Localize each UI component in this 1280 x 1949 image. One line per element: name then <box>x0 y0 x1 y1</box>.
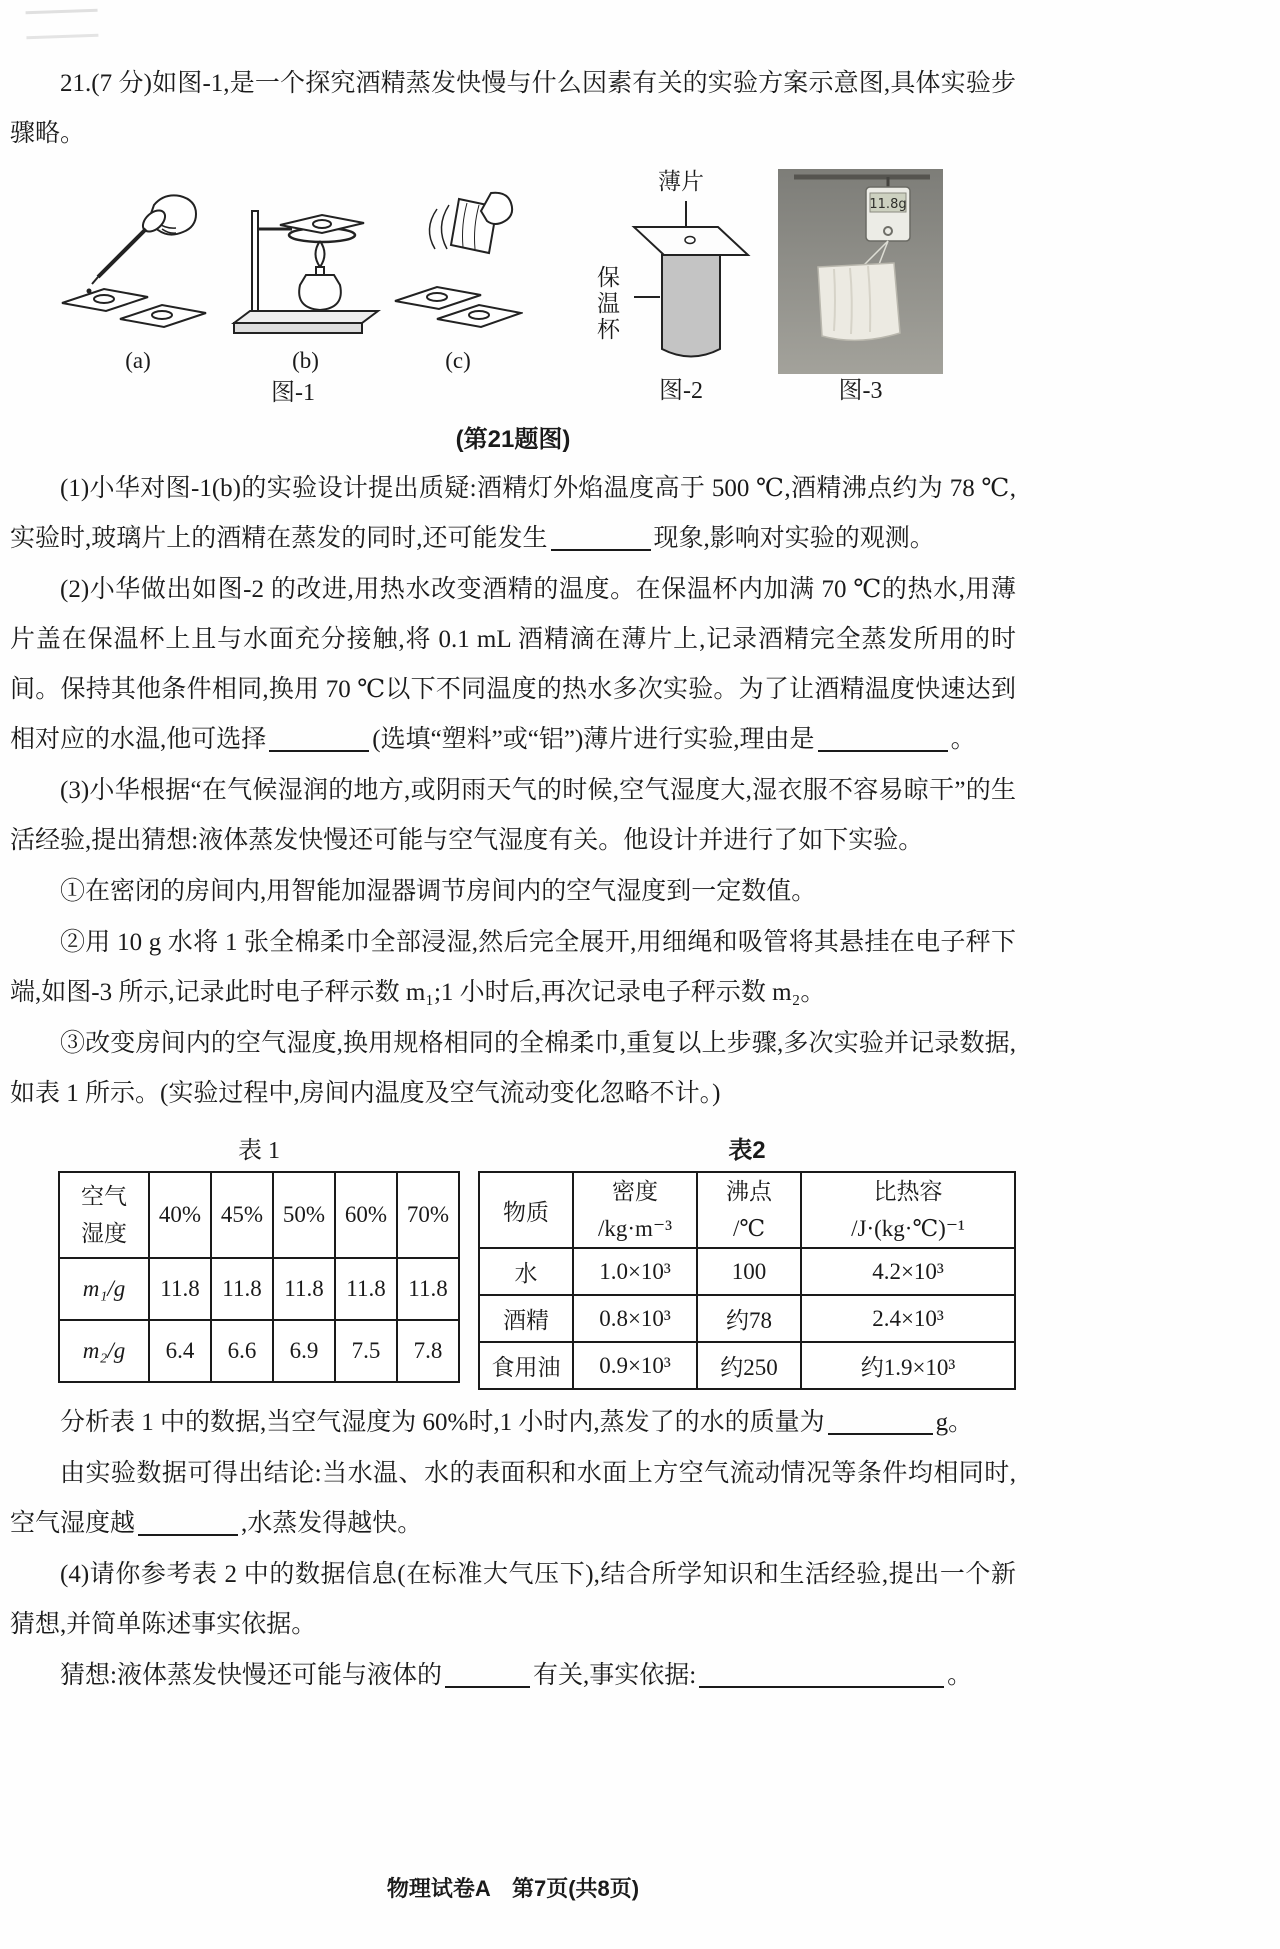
guess-text-pre: 猜想:液体蒸发快慢还可能与液体的 <box>60 1662 442 1689</box>
figure-3-group <box>778 169 943 408</box>
header-line: 沸点 <box>726 1179 772 1204</box>
table-cell: 7.5 <box>335 1320 397 1382</box>
answer-blank-4 <box>828 1410 933 1435</box>
table-cell: 2.4×10³ <box>801 1295 1015 1342</box>
thin-sheet-label: 薄片 <box>658 169 704 194</box>
question-part1 <box>10 464 1016 564</box>
table-header-substance: 物质 <box>479 1172 573 1248</box>
table-cell: 6.9 <box>273 1320 335 1382</box>
table-cell: 约78 <box>697 1295 801 1342</box>
figure-1-row <box>58 191 528 376</box>
figure-1c <box>393 191 523 376</box>
figure-3-photo <box>778 169 943 374</box>
table-row <box>479 1295 1015 1342</box>
answer-blank-6 <box>445 1663 530 1688</box>
table-cell: 0.9×10³ <box>573 1342 697 1389</box>
corner-line-1: 空气 <box>81 1184 127 1209</box>
fanning-hand-illustration <box>393 191 523 341</box>
table-cell: 11.8 <box>211 1258 273 1320</box>
table-1-title: 表 1 <box>238 1138 280 1164</box>
header-line: /J·(kg·℃)⁻¹ <box>851 1216 965 1241</box>
table-cell: 60% <box>335 1172 397 1258</box>
table-row <box>59 1172 459 1258</box>
data-tables-block <box>10 1131 1016 1390</box>
table-2-wrapper <box>478 1131 1016 1390</box>
table-row <box>59 1258 459 1320</box>
figure-3-label: 图-3 <box>838 378 883 404</box>
part3-step-1: ①在密闭的房间内,用智能加湿器调节房间内的空气湿度到一定数值。 <box>60 878 817 905</box>
scan-artifact <box>26 9 99 39</box>
table-1-wrapper <box>58 1131 460 1390</box>
table-row <box>479 1342 1015 1389</box>
scale-reading: 11.8g <box>869 197 907 212</box>
table-cell: 食用油 <box>479 1342 573 1389</box>
analysis1-text-post: g。 <box>935 1409 974 1436</box>
question-part4: (4)请你参考表 2 中的数据信息(在标准大气压下),结合所学知识和生活经验,提出一个新猜想,并简单陈述事实依据。 <box>10 1561 1016 1638</box>
table-row <box>479 1248 1015 1295</box>
question-figure-caption: (第21题图) <box>455 426 571 453</box>
table-cell: 11.8 <box>397 1258 459 1320</box>
table-cell: 6.4 <box>149 1320 211 1382</box>
header-line: 比热容 <box>873 1179 943 1204</box>
question-part3: (3)小华根据“在气候湿润的地方,或阴雨天气的时候,空气湿度大,湿衣服不容易晾干”的生活经验,提出猜想:液体蒸发快慢还可能与空气湿度有关。他设计并进行了如下实验。 <box>10 777 1016 854</box>
table-row <box>479 1172 1015 1248</box>
figure-1-label: 图-1 <box>271 380 315 406</box>
answer-blank-2 <box>269 727 369 752</box>
header-line: /℃ <box>732 1216 766 1241</box>
table-cell: 7.8 <box>397 1320 459 1382</box>
table-cell: 40% <box>149 1172 211 1258</box>
table-cell: 水 <box>479 1248 573 1295</box>
table-header-specific-heat <box>801 1172 1015 1248</box>
table-2-title: 表2 <box>728 1137 766 1164</box>
dropper-slides-illustration <box>58 191 218 341</box>
table-header-boiling-point <box>697 1172 801 1248</box>
table-cell: 0.8×10³ <box>573 1295 697 1342</box>
table-cell: 约250 <box>697 1342 801 1389</box>
table-cell: 11.8 <box>273 1258 335 1320</box>
page-footer: 物理试卷A 第7页(共8页) <box>386 1876 640 1901</box>
guess-text-mid: 有关,事实依据: <box>532 1662 697 1689</box>
table-cell: 1.0×10³ <box>573 1248 697 1295</box>
figure-2-group <box>586 169 776 408</box>
answer-blank-7 <box>699 1663 944 1688</box>
table-cell: 100 <box>697 1248 801 1295</box>
analysis-1 <box>10 1398 1016 1448</box>
hanging-scale-photo <box>778 169 943 374</box>
part3-step-3: ③改变房间内的空气湿度,换用规格相同的全棉柔巾,重复以上步骤,多次实验并记录数据,如表 1 所示。(实验过程中,房间内温度及空气流动变化忽略不计。) <box>10 1030 1016 1107</box>
table-corner-cell <box>59 1172 149 1258</box>
analysis1-text-pre: 分析表 1 中的数据,当空气湿度为 60%时,1 小时内,蒸发了的水的质量为 <box>60 1409 825 1436</box>
insulated-cup-label: 保温杯 <box>594 265 619 343</box>
figure-1b <box>228 191 383 376</box>
figure-1b-caption: (b) <box>292 348 319 373</box>
part2-text-pre: (2)小华做出如图-2 的改进,用热水改变酒精的温度。在保温杯内加满 70 ℃的热水,用薄片盖在保温杯上且与水面充分接触,将 0.1 mL 酒精滴在薄片上,记录酒精完全蒸发所用的时间。保持其他条件相同,换用 70 ℃以下不同温度的热水多次实验。为了让酒精温度快速达到相对应的水温,他可选择 <box>10 576 1016 753</box>
guess-text-post: 。 <box>947 1662 973 1689</box>
analysis2-text-pre: 由实验数据可得出结论:当水温、水的表面积和水面上方空气流动情况等条件均相同时,空气湿度越 <box>10 1460 1016 1537</box>
table-cell: 约1.9×10³ <box>801 1342 1015 1389</box>
figures-block <box>10 169 1016 415</box>
table-cell: 酒精 <box>479 1295 573 1342</box>
question-21-intro: 21.(7 分)如图-1,是一个探究酒精蒸发快慢与什么因素有关的实验方案示意图,具体实验步骤略。 <box>10 70 1016 147</box>
answer-blank-1 <box>551 526 651 551</box>
header-line: /kg·m⁻³ <box>598 1216 672 1241</box>
part4-guess <box>10 1651 1016 1701</box>
answer-blank-5 <box>138 1511 238 1536</box>
table-2 <box>478 1171 1016 1390</box>
analysis-2 <box>10 1449 1016 1549</box>
row-label-m1: m₁/g <box>59 1258 149 1320</box>
analysis2-text-post: ,水蒸发得越快。 <box>241 1510 423 1537</box>
part2-text-mid: (选填“塑料”或“铝”)薄片进行实验,理由是 <box>372 726 815 753</box>
figure-1-group <box>58 191 528 410</box>
question-part2 <box>10 565 1016 765</box>
table-row <box>59 1320 459 1382</box>
table-cell: 70% <box>397 1172 459 1258</box>
table-cell: 50% <box>273 1172 335 1258</box>
answer-blank-3 <box>818 727 948 752</box>
table-1 <box>58 1171 460 1383</box>
page-content <box>10 58 1016 1702</box>
figure-2-label: 图-2 <box>659 378 703 404</box>
table-cell: 11.8 <box>149 1258 211 1320</box>
figure-1a <box>58 191 218 376</box>
corner-line-2: 湿度 <box>81 1221 127 1246</box>
alcohol-lamp-stand-illustration <box>228 191 383 341</box>
part2-text-post: 。 <box>950 726 976 753</box>
part3-step-2: ②用 10 g 水将 1 张全棉柔巾全部浸湿,然后完全展开,用细绳和吸管将其悬挂在电子秤下端,如图-3 所示,记录此时电子秤示数 m₁;1 小时后,再次记录电子秤示数 m₂。 <box>10 929 1016 1006</box>
table-cell: 11.8 <box>335 1258 397 1320</box>
figure-1a-caption: (a) <box>125 348 151 373</box>
header-line: 密度 <box>612 1179 658 1204</box>
table-cell: 6.6 <box>211 1320 273 1382</box>
table-cell: 4.2×10³ <box>801 1248 1015 1295</box>
row-label-m2: m₂/g <box>59 1320 149 1382</box>
table-cell: 45% <box>211 1172 273 1258</box>
table-header-density <box>573 1172 697 1248</box>
part1-text-post: 现象,影响对实验的观测。 <box>653 525 935 552</box>
part1-text-pre: (1)小华对图-1(b)的实验设计提出质疑:酒精灯外焰温度高于 500 ℃,酒精沸点约为 78 ℃,实验时,玻璃片上的酒精在蒸发的同时,还可能发生 <box>10 475 1016 552</box>
figure-2-canvas <box>586 169 776 374</box>
figure-1c-caption: (c) <box>445 348 471 373</box>
